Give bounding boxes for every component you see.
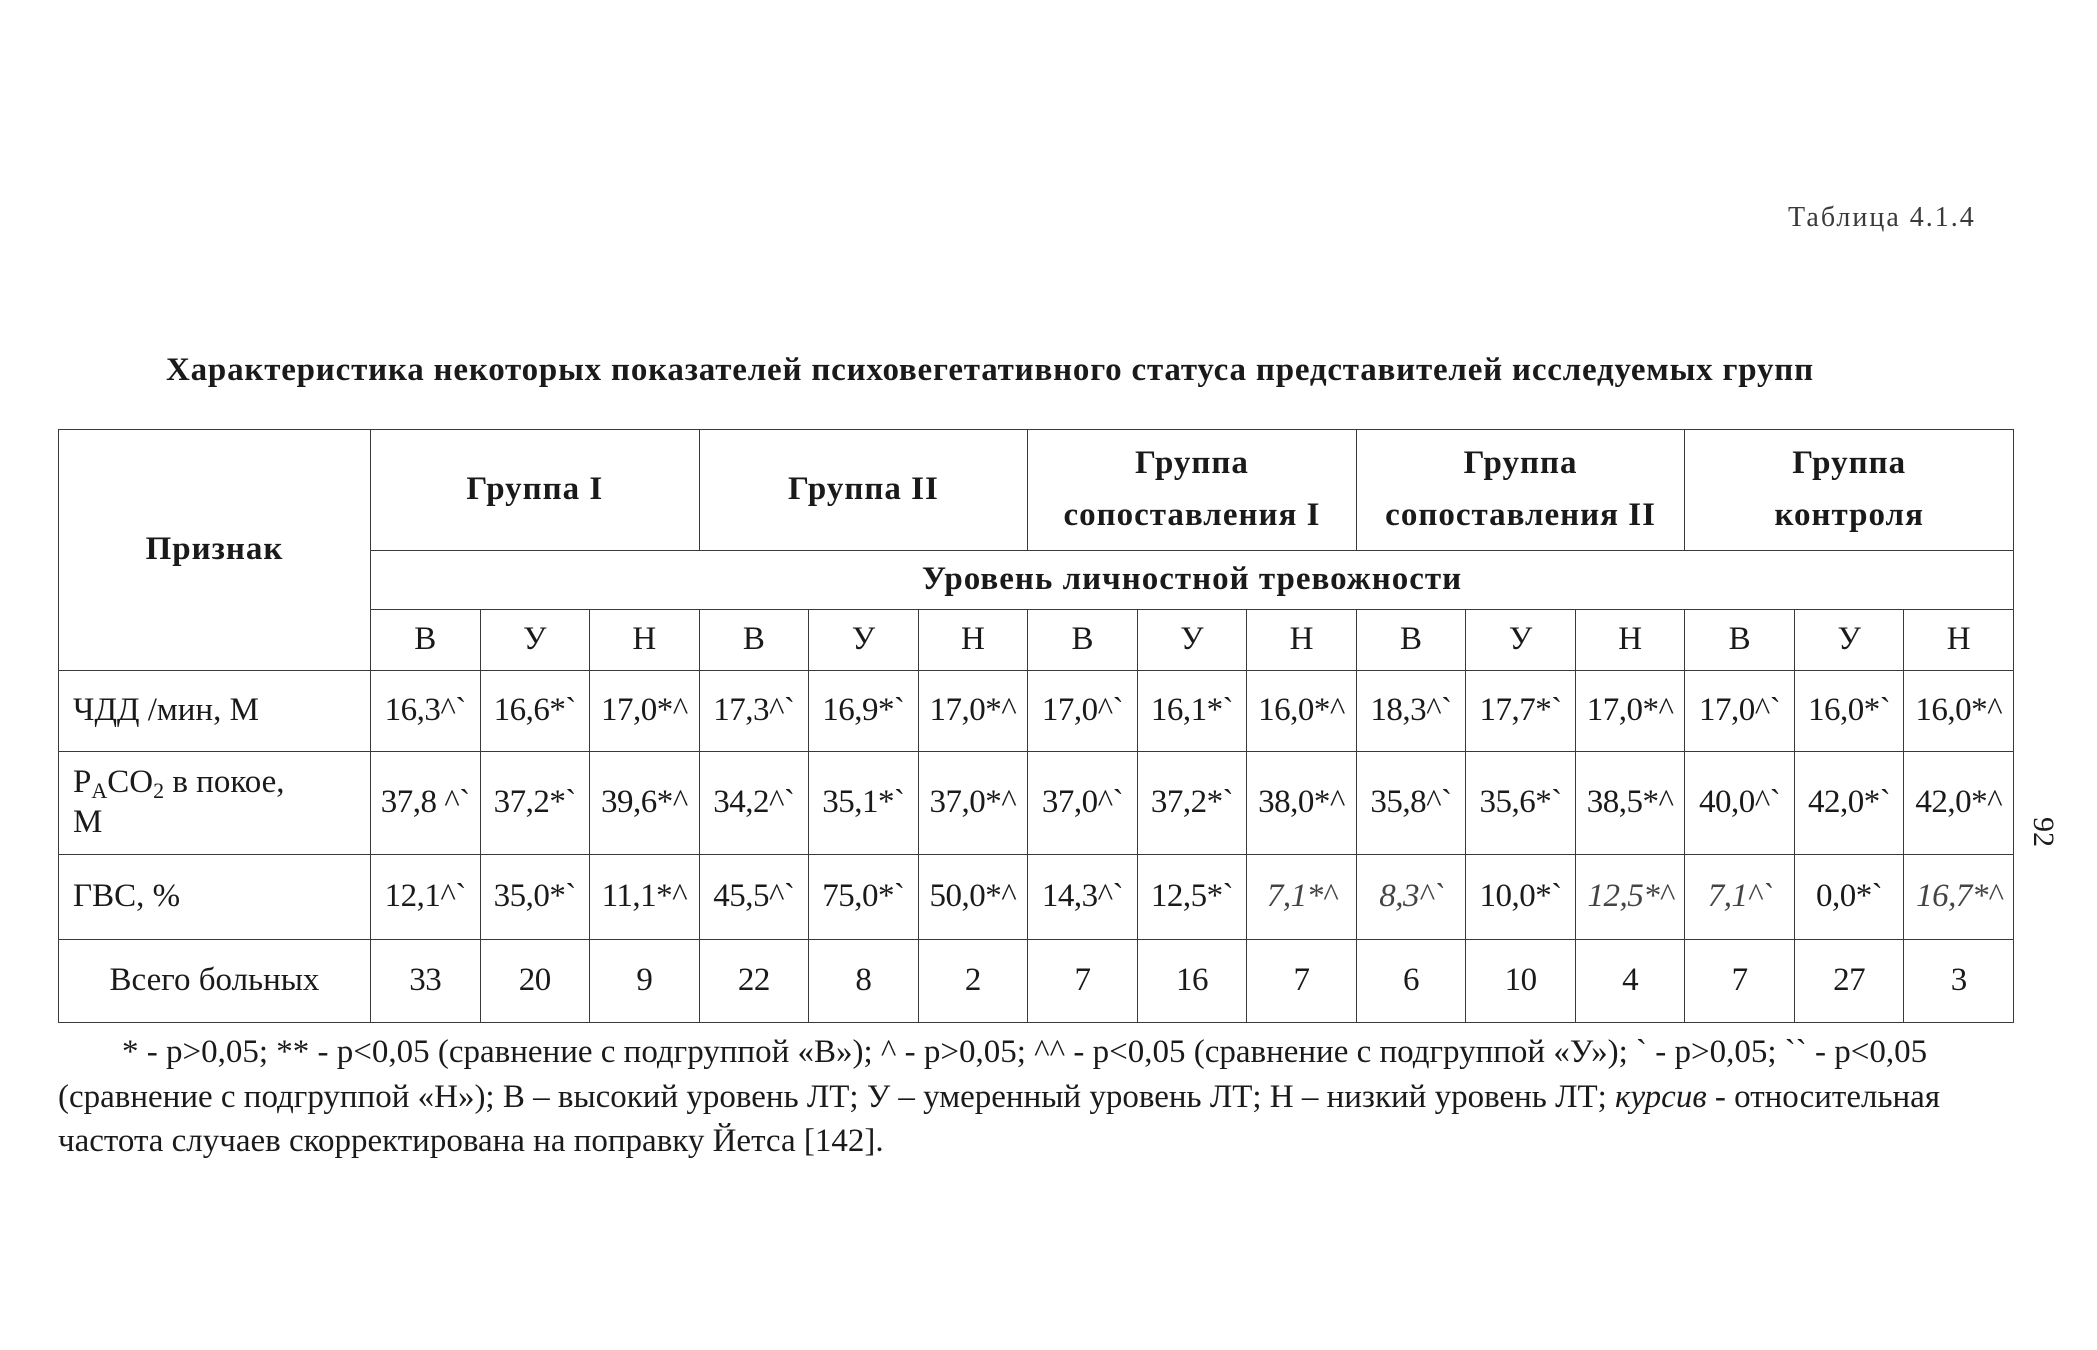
subgroup-header: У <box>1466 610 1576 671</box>
table-label: Таблица 4.1.4 <box>1788 202 1976 233</box>
table-cell: 11,1*^ <box>590 855 700 940</box>
table-cell: 16,3^` <box>371 671 481 752</box>
subgroup-header: Н <box>590 610 700 671</box>
group-header-1: Группа I <box>371 430 700 551</box>
table-cell: 35,8^` <box>1356 752 1466 855</box>
table-cell: 37,0*^ <box>918 752 1028 855</box>
table-cell: 9 <box>590 940 700 1023</box>
subgroup-header: Н <box>1904 610 2014 671</box>
table-cell: 20 <box>480 940 590 1023</box>
table-cell: 17,0*^ <box>590 671 700 752</box>
table-cell: 37,0^` <box>1028 752 1138 855</box>
row-label-paco2: $P_ACO_2$ в покое, М <box>59 752 371 855</box>
table-cell: 35,6*` <box>1466 752 1576 855</box>
anxiety-level-header: Уровень личностной тревожности <box>371 551 2014 610</box>
table-cell: 37,8 ^` <box>371 752 481 855</box>
subgroup-header: В <box>371 610 481 671</box>
table-cell: 7,1*^ <box>1247 855 1357 940</box>
subgroup-header: У <box>809 610 919 671</box>
table-cell: 75,0*` <box>809 855 919 940</box>
group-header-5: Группа контроля <box>1685 430 2014 551</box>
table-cell: 35,0*` <box>480 855 590 940</box>
table-cell: 4 <box>1575 940 1685 1023</box>
footnote: * - р>0,05; ** - р<0,05 (сравнение с подгруппой «В»); ^ - р>0,05; ^^ - р<0,05 (сравнение с подгруппой «У»); ` - р>0,05; `` - р<0,05 (сравнение с подгруппой «Н»); В – высокий уровень ЛТ; У – умеренный уровень ЛТ; Н – низкий уровень ЛТ; курсив - относительная частота случаев скорректирована на поправку Йетса [142]. <box>58 1034 1940 1160</box>
table-cell: 17,7*` <box>1466 671 1576 752</box>
table-cell: 38,5*^ <box>1575 752 1685 855</box>
subgroup-header: В <box>699 610 809 671</box>
subgroup-header: В <box>1028 610 1138 671</box>
subgroup-header: У <box>1794 610 1904 671</box>
row-label-total: Всего больных <box>59 940 371 1023</box>
subgroup-header: Н <box>918 610 1028 671</box>
table-cell: 14,3^` <box>1028 855 1138 940</box>
table-cell: 12,5*^ <box>1575 855 1685 940</box>
table-cell: 6 <box>1356 940 1466 1023</box>
table-cell: 17,0*^ <box>918 671 1028 752</box>
table-cell: 7 <box>1028 940 1138 1023</box>
table-cell: 33 <box>371 940 481 1023</box>
table-cell: 7,1^` <box>1685 855 1795 940</box>
subgroup-header: В <box>1356 610 1466 671</box>
row-label-rr: ЧДД /мин, М <box>59 671 371 752</box>
table-cell: 17,0^` <box>1028 671 1138 752</box>
table-cell: 3 <box>1904 940 2014 1023</box>
group-header-2: Группа II <box>699 430 1028 551</box>
table-cell: 7 <box>1247 940 1357 1023</box>
table-cell: 16 <box>1137 940 1247 1023</box>
table-cell: 8 <box>809 940 919 1023</box>
footnote-italic-word: курсив <box>1615 1078 1707 1115</box>
table-cell: 35,1*` <box>809 752 919 855</box>
table-cell: 8,3^` <box>1356 855 1466 940</box>
table-cell: 16,7*^ <box>1904 855 2014 940</box>
group-header-4: Группа сопоставления II <box>1356 430 1685 551</box>
table-cell: 16,0*^ <box>1904 671 2014 752</box>
table-cell: 22 <box>699 940 809 1023</box>
subgroup-header: Н <box>1247 610 1357 671</box>
table-cell: 16,6*` <box>480 671 590 752</box>
table-cell: 39,6*^ <box>590 752 700 855</box>
table-cell: 7 <box>1685 940 1795 1023</box>
table-cell: 12,1^` <box>371 855 481 940</box>
table-cell: 27 <box>1794 940 1904 1023</box>
table-cell: 10 <box>1466 940 1576 1023</box>
table-cell: 16,0*^ <box>1247 671 1357 752</box>
table-cell: 34,2^` <box>699 752 809 855</box>
sign-header: Признак <box>59 430 371 671</box>
table-cell: 18,3^` <box>1356 671 1466 752</box>
table-cell: 17,0^` <box>1685 671 1795 752</box>
table-cell: 0,0*` <box>1794 855 1904 940</box>
data-table <box>58 429 2014 1023</box>
table-cell: 16,9*` <box>809 671 919 752</box>
table-cell: 10,0*` <box>1466 855 1576 940</box>
subgroup-header: У <box>480 610 590 671</box>
page-number: 92 <box>2027 817 2060 847</box>
subgroup-header: У <box>1137 610 1247 671</box>
table-cell: 40,0^` <box>1685 752 1795 855</box>
table-cell: 16,0*` <box>1794 671 1904 752</box>
table-cell: 2 <box>918 940 1028 1023</box>
table-cell: 50,0*^ <box>918 855 1028 940</box>
table-cell: 16,1*` <box>1137 671 1247 752</box>
table-cell: 12,5*` <box>1137 855 1247 940</box>
table-cell: 38,0*^ <box>1247 752 1357 855</box>
table-cell: 42,0*^ <box>1904 752 2014 855</box>
table-cell: 45,5^` <box>699 855 809 940</box>
subgroup-header: Н <box>1575 610 1685 671</box>
table-cell: 37,2*` <box>480 752 590 855</box>
row-label-gvs: ГВС, % <box>59 855 371 940</box>
group-header-3: Группа сопоставления I <box>1028 430 1357 551</box>
subgroup-header: В <box>1685 610 1795 671</box>
table-cell: 42,0*` <box>1794 752 1904 855</box>
table-cell: 17,0*^ <box>1575 671 1685 752</box>
table-cell: 37,2*` <box>1137 752 1247 855</box>
table-title: Характеристика некоторых показателей психовегетативного статуса представителей исследуемых групп <box>166 352 1814 388</box>
table-cell: 17,3^` <box>699 671 809 752</box>
